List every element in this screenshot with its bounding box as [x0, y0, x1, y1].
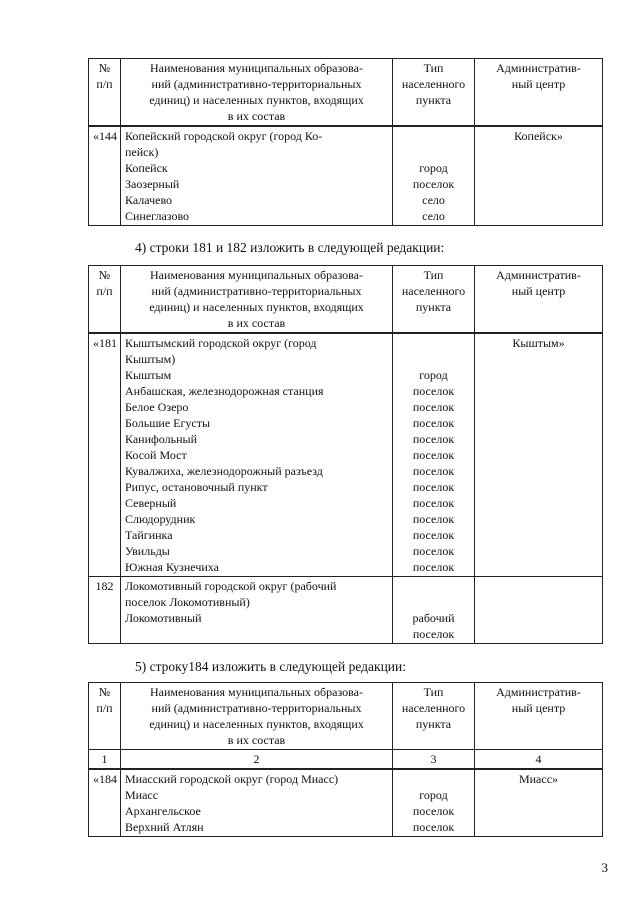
table-header: [89, 59, 603, 127]
header-name: Наименования муниципальных образова- ний (административно-территориальных единиц) и населенных пунктов, входящих в их состав: [121, 266, 393, 334]
row-types: рабочий поселок: [393, 577, 475, 644]
row-names: Кыштымский городской округ (город Кыштым) Кыштым Анбашская, железнодорожная станция Белое Озеро Большие Егусты Канифольный Косой Мост Кувалжиха, железнодорожный разъезд Рипус, остановочный пункт Северный Слюдорудник Тайгинка Увильды Южная Кузнечиха: [121, 333, 393, 577]
row-types: город поселок поселок: [393, 769, 475, 837]
column-number: 2: [121, 750, 393, 770]
header-type: Тип населенного пункта: [393, 59, 475, 127]
table-row: [89, 577, 603, 644]
header-center: Административ- ный центр: [475, 683, 603, 750]
page-number: 3: [601, 860, 608, 875]
row-number: «184: [89, 769, 121, 837]
row-number: 182: [89, 577, 121, 644]
row-admin-center: Миасс»: [475, 769, 603, 837]
table-rows-181-182: [88, 265, 603, 644]
table-header: [89, 683, 603, 750]
header-name: Наименования муниципальных образова- ний (административно-территориальных единиц) и населенных пунктов, входящих в их состав: [121, 683, 393, 750]
header-center: Административ- ный центр: [475, 266, 603, 334]
table-row: [89, 126, 603, 226]
row-admin-center: Копейск»: [475, 126, 603, 226]
table-row-184: [88, 682, 603, 837]
row-names: Копейский городской округ (город Ко- пейск) Копейск Заозерный Калачево Синеглазово: [121, 126, 393, 226]
instruction-5: 5) строку184 изложить в следующей редакции:: [135, 659, 407, 674]
row-names: Локомотивный городской округ (рабочий поселок Локомотивный) Локомотивный: [121, 577, 393, 644]
row-names: Миасский городской округ (город Миасс) Миасс Архангельское Верхний Атлян: [121, 769, 393, 837]
column-number: 3: [393, 750, 475, 770]
column-numbers-row: [89, 750, 603, 770]
row-number: «144: [89, 126, 121, 226]
row-admin-center: [475, 577, 603, 644]
header-type: Тип населенного пункта: [393, 266, 475, 334]
header-center: Административ- ный центр: [475, 59, 603, 127]
header-num: № п/п: [89, 266, 121, 334]
header-num: № п/п: [89, 683, 121, 750]
column-number: 4: [475, 750, 603, 770]
header-num: № п/п: [89, 59, 121, 127]
instruction-4: 4) строки 181 и 182 изложить в следующей редакции:: [135, 240, 445, 255]
table-header: [89, 266, 603, 334]
table-row: [89, 769, 603, 837]
row-admin-center: Кыштым»: [475, 333, 603, 577]
table-row: [89, 333, 603, 577]
header-name: Наименования муниципальных образова- ний (административно-территориальных единиц) и населенных пунктов, входящих в их состав: [121, 59, 393, 127]
table-row-144: [88, 58, 603, 226]
row-types: город поселок поселок поселок поселок поселок поселок поселок поселок поселок поселок поселок поселок: [393, 333, 475, 577]
column-number: 1: [89, 750, 121, 770]
header-type: Тип населенного пункта: [393, 683, 475, 750]
row-types: город поселок село село: [393, 126, 475, 226]
row-number: «181: [89, 333, 121, 577]
